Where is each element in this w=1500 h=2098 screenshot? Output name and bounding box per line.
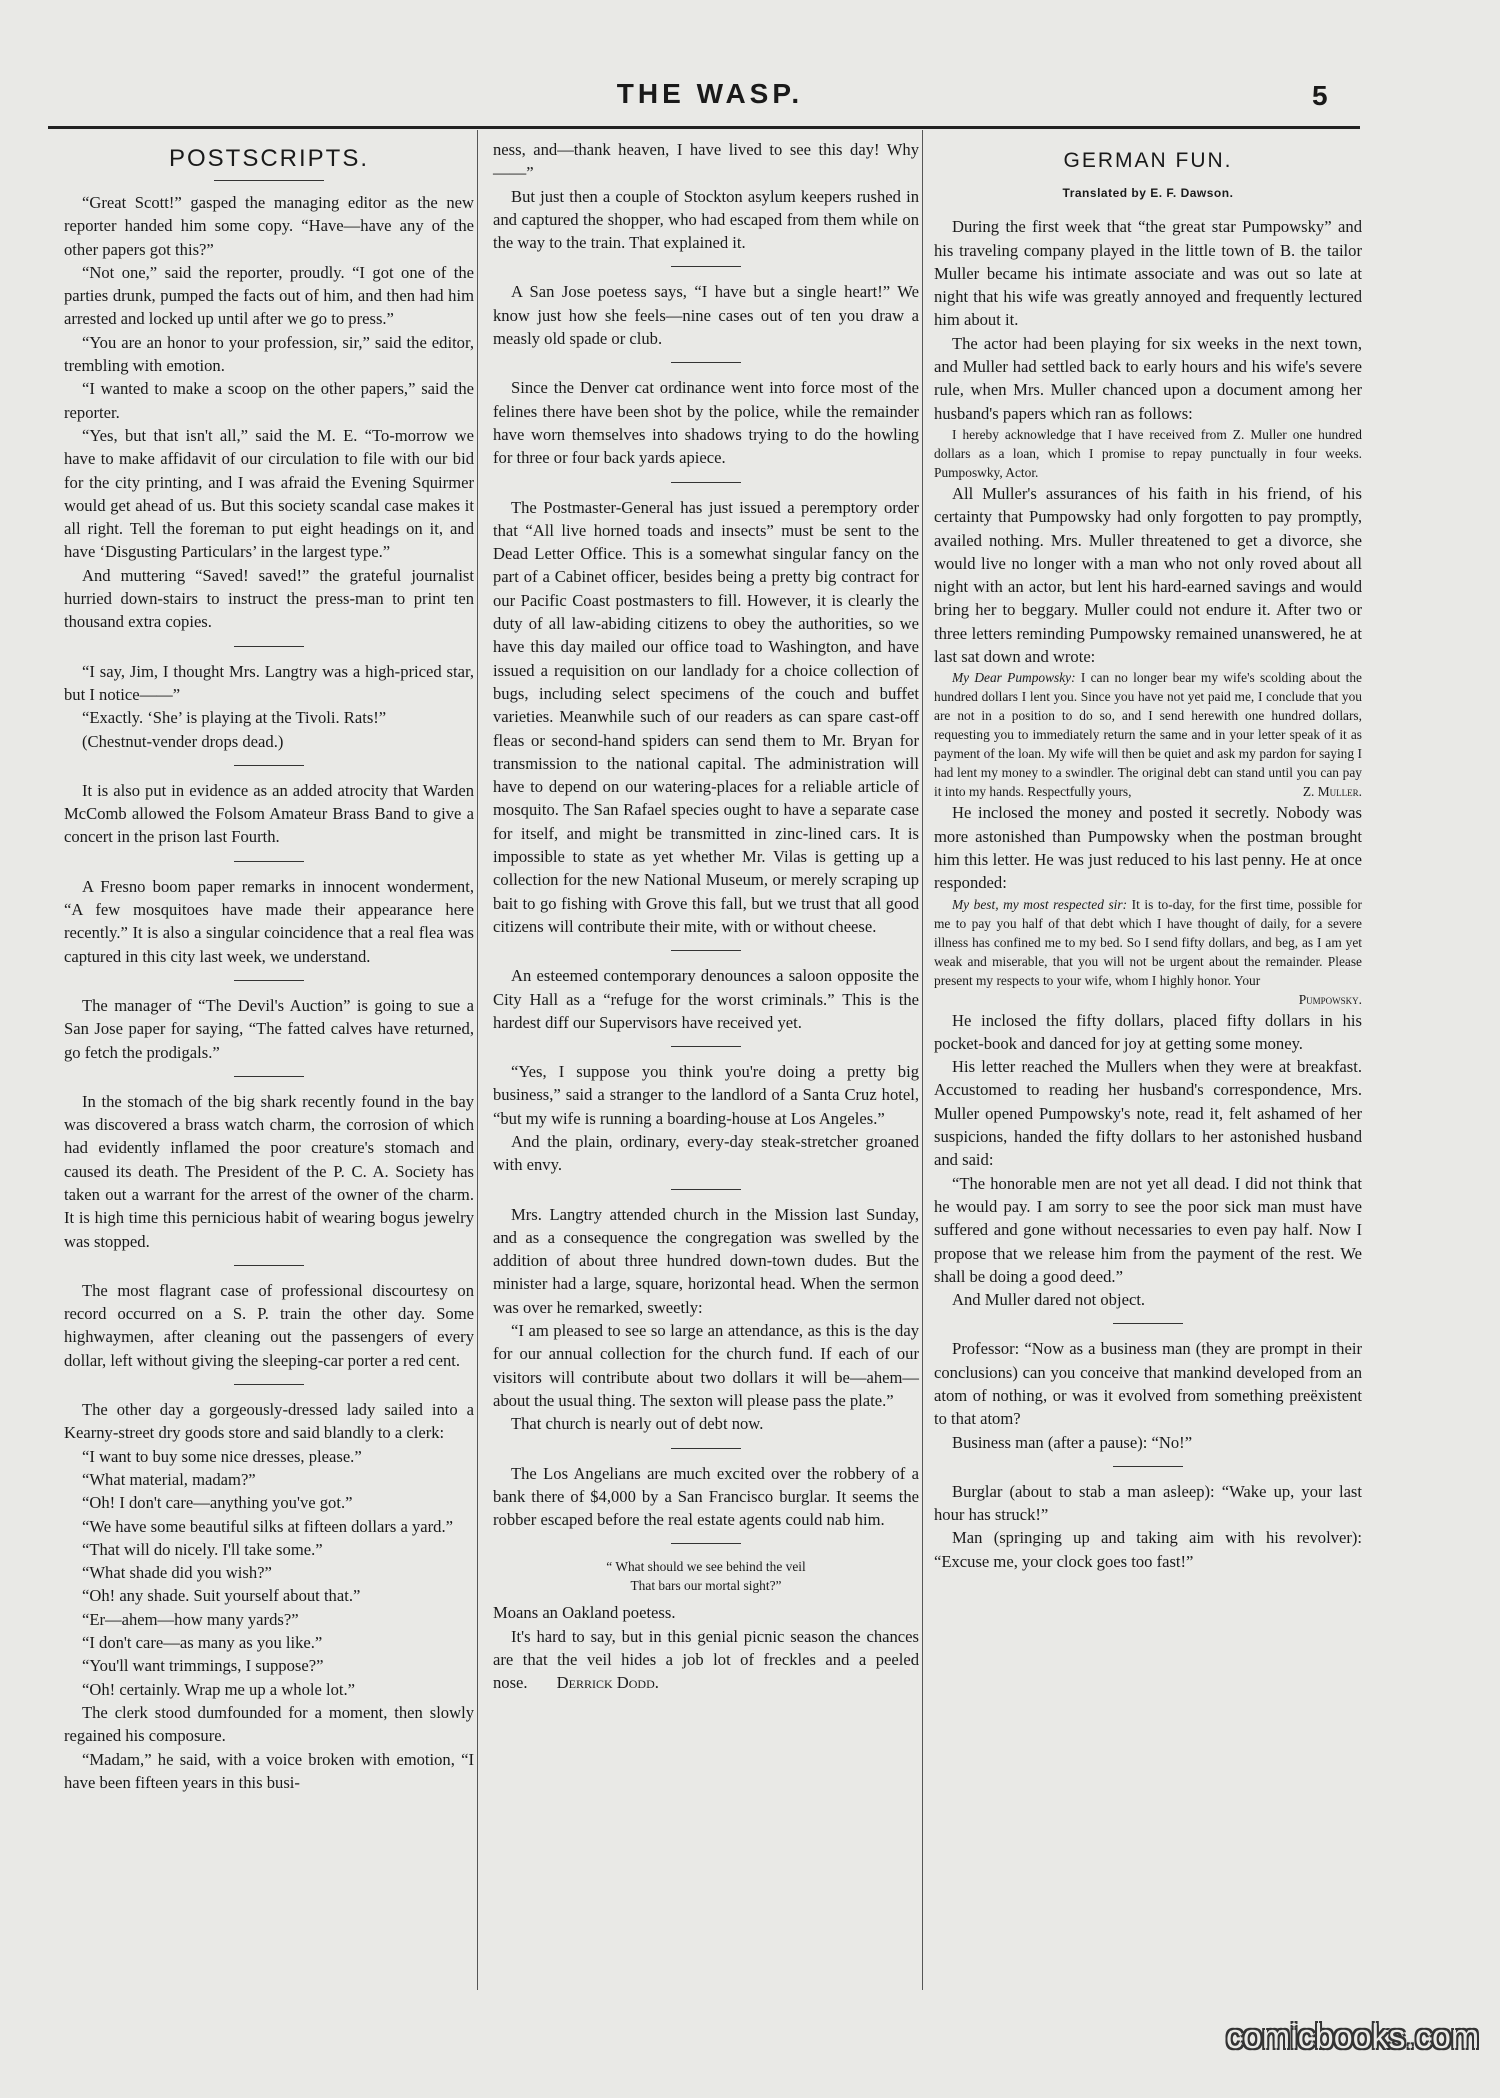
item-separator bbox=[671, 1189, 741, 1190]
paragraph: And Muller dared not object. bbox=[952, 1290, 1146, 1310]
quoted-note: I hereby acknowledge that I have received from Z. Muller one hundred dollars as a loan, which I promise to repay punctually in four weeks. Pumposwky, Actor. bbox=[934, 426, 1362, 480]
page-number: 5 bbox=[1312, 80, 1328, 111]
paragraph: He inclosed the fifty dollars, placed fifty dollars in his pocket-book and danced for joy at getting some money. bbox=[934, 1010, 1362, 1053]
paragraph: “Exactly. ‘She’ is playing at the Tivoli. Rats!” bbox=[82, 708, 387, 728]
letter-signature: Pumpowsky. bbox=[1298, 991, 1362, 1007]
item-separator bbox=[671, 362, 741, 363]
paragraph: And muttering “Saved! saved!” the grateful journalist hurried down-stairs to instruct the press-man to print ten thousand extra copies. bbox=[64, 565, 474, 632]
paragraph: “Oh! certainly. Wrap me up a whole lot.” bbox=[82, 1679, 356, 1699]
verse-line: “ What should we see behind the veil bbox=[606, 1559, 806, 1575]
paragraph: Since the Denver cat ordinance went into force most of the felines there have been shot by the police, while the remainder have worn themselves into shadows trying to do the howling for three or four back yards apiece. bbox=[493, 378, 919, 468]
paragraph: “I don't care—as many as you like.” bbox=[82, 1633, 323, 1653]
paragraph: “I say, Jim, I thought Mrs. Langtry was a high-priced star, but I notice——” bbox=[64, 661, 474, 704]
paragraph-text: It's hard to say, but in this genial picnic season the chances are that the veil hides a job lot of freckles and a peeled nose. bbox=[493, 1626, 919, 1693]
paragraph: “Madam,” he said, with a voice broken with emotion, “I have been fifteen years in this busi- bbox=[64, 1749, 474, 1792]
paragraph: He inclosed the money and posted it secretly. Nobody was more astonished than Pumpowsky when the postman brought him this letter. He was just reduced to his last penny. He at once responded: bbox=[934, 803, 1362, 893]
site-watermark: comicbooks.com bbox=[1226, 2018, 1480, 2056]
column-middle bbox=[493, 138, 919, 1695]
paragraph: An esteemed contemporary denounces a saloon opposite the City Hall as a “refuge for the worst criminals.” This is the hardest diff our Supervisors have received yet. bbox=[493, 966, 919, 1032]
paragraph: That church is nearly out of debt now. bbox=[511, 1414, 764, 1434]
paragraph: The Postmaster-General has just issued a peremptory order that “All live horned toads and insects” must be sent to the Dead Letter Office. This is a somewhat singular fancy on the part of a Cabinet officer, besides being a pretty big contract for our Pacific Coast postmasters to fill. However, it is clearly the duty of all law-abiding citizens to obey the authorities, so we have this day mailed our office toad to Washington, and have issued a requisition on our landlady for a choice collection of bugs, including select specimens of the couch and buffet varieties. Meanwhile such of our readers as can spare cast-off fleas or second-hand spiders can send them to Mr. Bryan for transmission to the national capital. The administration will have to depend on our watering-places for a reliable article of mosquito. The San Rafael species ought to have a separate case for itself, and might be transmitted in zinc-lined cars. It is impossible to state as yet whether Mr. Vilas is getting up a collection for the new National Museum, or merely scraping up bait to go fishing with Grove this fall, but we trust that all good citizens will contribute their mite, with or without cheese. bbox=[493, 497, 919, 936]
letter-salutation: My Dear Pumpowsky: bbox=[952, 670, 1076, 686]
paragraph: Burglar (about to stab a man asleep): “Wake up, your last hour has struck!” bbox=[934, 1481, 1362, 1525]
paragraph: “You are an honor to your profession, sir,” said the editor, trembling with emotion. bbox=[64, 332, 474, 376]
paragraph: “Oh! I don't care—anything you've got.” bbox=[82, 1493, 353, 1513]
paragraph: “The honorable men are not yet all dead. I did not think that he would pay. I am sorry to see the poor sick man must have suffered and gone without necessaries to even pay half. Now I propose that we release him from the payment of the rest. We shall be doing a good deed.” bbox=[934, 1173, 1362, 1286]
author-signature: Derrick Dodd. bbox=[556, 1673, 659, 1693]
paragraph: “I wanted to make a scoop on the other papers,” said the reporter. bbox=[64, 379, 474, 422]
paragraph: All Muller's assurances of his faith in his friend, of his certainty that Pumpowsky had only forgotten to pay promptly, availed nothing. Mrs. Muller threatened to get a divorce, she would live no longer with a man who not only roved about all night with an actor, but lent his hard-earned savings and would bring her to beggary. Muller could not endure it. After two or three letters reminding Pumpowsky remained unanswered, he at last sat down and wrote: bbox=[934, 483, 1362, 667]
paragraph: Moans an Oakland poetess. bbox=[493, 1603, 676, 1623]
item-separator bbox=[671, 1543, 741, 1544]
letter-signature: Z. Muller. bbox=[1302, 784, 1362, 800]
item-separator bbox=[1113, 1323, 1183, 1324]
paragraph: The clerk stood dumfounded for a moment, then slowly regained his composure. bbox=[64, 1702, 474, 1746]
paragraph: “Great Scott!” gasped the managing editor as the new reporter handed him some copy. “Have—have any of the other papers got this?” bbox=[64, 193, 474, 259]
section-heading-german-fun: GERMAN FUN. bbox=[1063, 149, 1233, 172]
quoted-letter bbox=[934, 668, 1362, 801]
paragraph: It is also put in evidence as an added atrocity that Warden McComb allowed the Folsom Amateur Brass Band to give a concert in the prison last Fourth. bbox=[64, 780, 474, 847]
translator-credit: Translated by E. F. Dawson. bbox=[1062, 186, 1234, 200]
paragraph: In the stomach of the big shark recently found in the bay was discovered a brass watch charm, the corrosion of which had evidently inflamed the poor creature's stomach and caused its death. The President of the P. C. A. Society has taken out a warrant for the arrest of the owner of the charm. It is high time this pernicious habit of wearing bogus jewelry was stopped. bbox=[64, 1091, 474, 1251]
paragraph: And the plain, ordinary, every-day steak-stretcher groaned with envy. bbox=[493, 1131, 919, 1175]
item-separator bbox=[234, 765, 304, 766]
paragraph: “I am pleased to see so large an attendance, as this is the day for our annual collection for the church fund. If each of our visitors will contribute about two dollars it will be—ahem—about the usual thing. The sexton will please pass the plate.” bbox=[493, 1321, 919, 1410]
newspaper-title: THE WASP. bbox=[616, 78, 804, 109]
letter-body: It is to-day, for the first time, possible for me to pay you half of that debt which I have thought of daily, for a severe illness has confined me to my bed. So I send fifty dollars, and beg, as I am yet weak and miserable, that you will not be urgent about the remainder. Please present my respects to your wife, whom I highly honor. Your bbox=[934, 896, 1362, 988]
heading-rule bbox=[214, 180, 324, 181]
column-postscripts bbox=[64, 138, 474, 1794]
paragraph: The actor had been playing for six weeks in the next town, and Muller had settled back to early hours and his wife's severe rule, when Mrs. Muller chanced upon a document among her husband's papers which ran as follows: bbox=[934, 333, 1362, 423]
paragraph: “I want to buy some nice dresses, please.” bbox=[82, 1446, 362, 1466]
paragraph: A San Jose poetess says, “I have but a single heart!” We know just how she feels—nine cases out of ten you draw a measly old spade or club. bbox=[493, 282, 919, 349]
paragraph: The manager of “The Devil's Auction” is going to sue a San Jose paper for saying, “The fatted calves have returned, go fetch the prodigals.” bbox=[64, 995, 474, 1062]
paragraph: (Chestnut-vender drops dead.) bbox=[82, 731, 284, 751]
item-separator bbox=[234, 980, 304, 981]
item-separator bbox=[671, 266, 741, 267]
item-separator bbox=[234, 646, 304, 647]
paragraph: A Fresno boom paper remarks in innocent wonderment, “A few mosquitoes have made their appearance here recently.” It is also a singular coincidence that a real flea was captured in this city last week, we understand. bbox=[64, 876, 474, 966]
item-separator bbox=[1113, 1466, 1183, 1467]
paragraph: “You'll want trimmings, I suppose?” bbox=[82, 1656, 324, 1676]
paragraph: The most flagrant case of professional discourtesy on record occurred on a S. P. train the other day. Some highwaymen, after cleaning out the passengers of every dollar, left without giving the sleeping-car porter a red cent. bbox=[64, 1280, 474, 1370]
paragraph: Man (springing up and taking aim with his revolver): “Excuse me, your clock goes too fast!” bbox=[934, 1528, 1362, 1571]
item-separator bbox=[234, 861, 304, 862]
column-divider-left bbox=[477, 130, 478, 1990]
paragraph: “What material, madam?” bbox=[82, 1469, 256, 1489]
paragraph: Business man (after a pause): “No!” bbox=[952, 1432, 1193, 1452]
paragraph: ness, and—thank heaven, I have lived to see this day! Why——” bbox=[493, 140, 919, 183]
paragraph: “Not one,” said the reporter, proudly. “I got one of the parties drunk, pumped the facts out of him, and then had him arrested and locked up until after we go to press.” bbox=[64, 262, 474, 329]
paragraph: During the first week that “the great star Pumpowsky” and his traveling company played in the little town of B. the tailor Muller became his intimate associate and was out so late at night that his wife was greatly annoyed and frequently lectured him about it. bbox=[934, 217, 1362, 330]
item-separator bbox=[671, 950, 741, 951]
paragraph: “We have some beautiful silks at fifteen dollars a yard.” bbox=[82, 1516, 453, 1536]
paragraph: His letter reached the Mullers when they were at breakfast. Accustomed to reading her husband's correspondence, Mrs. Muller opened Pumpowsky's note, read it, felt ashamed of her suspicions, handed the fifty dollars to her astonished husband and said: bbox=[934, 1057, 1362, 1170]
section-heading-postscripts: POSTSCRIPTS. bbox=[168, 145, 370, 172]
paragraph: Mrs. Langtry attended church in the Mission last Sunday, and as a consequence the congregation was swelled by the addition of about three hundred down-town dudes. But the minister had a large, square, horizontal head. When the sermon was over he remarked, sweetly: bbox=[493, 1204, 919, 1317]
paragraph: “That will do nicely. I'll take some.” bbox=[82, 1539, 323, 1559]
item-separator bbox=[234, 1384, 304, 1385]
column-german-fun bbox=[934, 138, 1362, 1573]
masthead-rule bbox=[48, 126, 1360, 129]
paragraph: The other day a gorgeously-dressed lady sailed into a Kearny-street dry goods store and said blandly to a clerk: bbox=[64, 1400, 474, 1443]
verse-line: That bars our mortal sight?” bbox=[630, 1578, 782, 1594]
paragraph: “What shade did you wish?” bbox=[82, 1563, 272, 1583]
paragraph: “Er—ahem—how many yards?” bbox=[82, 1609, 299, 1629]
item-separator bbox=[671, 482, 741, 483]
paragraph bbox=[493, 1625, 919, 1695]
item-separator bbox=[234, 1076, 304, 1077]
paragraph: “Oh! any shade. Suit yourself about that.” bbox=[82, 1586, 361, 1606]
paragraph: But just then a couple of Stockton asylum keepers rushed in and captured the shopper, who had escaped from them while on the way to the train. That explained it. bbox=[493, 186, 919, 253]
item-separator bbox=[671, 1046, 741, 1047]
item-separator bbox=[234, 1265, 304, 1266]
letter-body: I can no longer bear my wife's scolding about the hundred dollars I lent you. Since you have not yet paid me, I conclude that you are not in a position to do so, and I send herewith one hundred dollars, requesting you to immediately return the same and in your letter speak of it as payment of the loan. My wife will then be quiet and ask my pardon for saying I had lent my money to a swindler. The original debt can stand until you can pay it into my hands. Respectfully yours, bbox=[934, 670, 1362, 800]
paragraph: The Los Angelians are much excited over the robbery of a bank there of $4,000 by a San Francisco burglar. It seems the robber escaped before the real estate agents could nab him. bbox=[493, 1463, 919, 1530]
quoted-letter bbox=[934, 895, 1362, 990]
column-divider-right bbox=[922, 130, 923, 1990]
letter-salutation: My best, my most respected sir: bbox=[952, 896, 1128, 912]
paragraph: “Yes, but that isn't all,” said the M. E. “To-morrow we have to make affidavit of our circulation to file with our bid for the city printing, and I was afraid the Evening Squirmer would get ahead of us. But this society scandal case makes it all right. Tell the foreman to put eight headings on it, and have ‘Disgusting Particulars’ in the largest type.” bbox=[64, 425, 474, 562]
item-separator bbox=[671, 1448, 741, 1449]
paragraph: “Yes, I suppose you think you're doing a pretty big business,” said a stranger to the landlord of a Santa Cruz hotel, “but my wife is running a boarding-house at Los Angeles.” bbox=[493, 1062, 919, 1128]
masthead bbox=[0, 78, 1500, 118]
paragraph: Professor: “Now as a business man (they are prompt in their conclusions) can you conceive that mankind developed from an atom of nothing, or was it evolved from something preëxistent to that atom? bbox=[934, 1339, 1362, 1429]
